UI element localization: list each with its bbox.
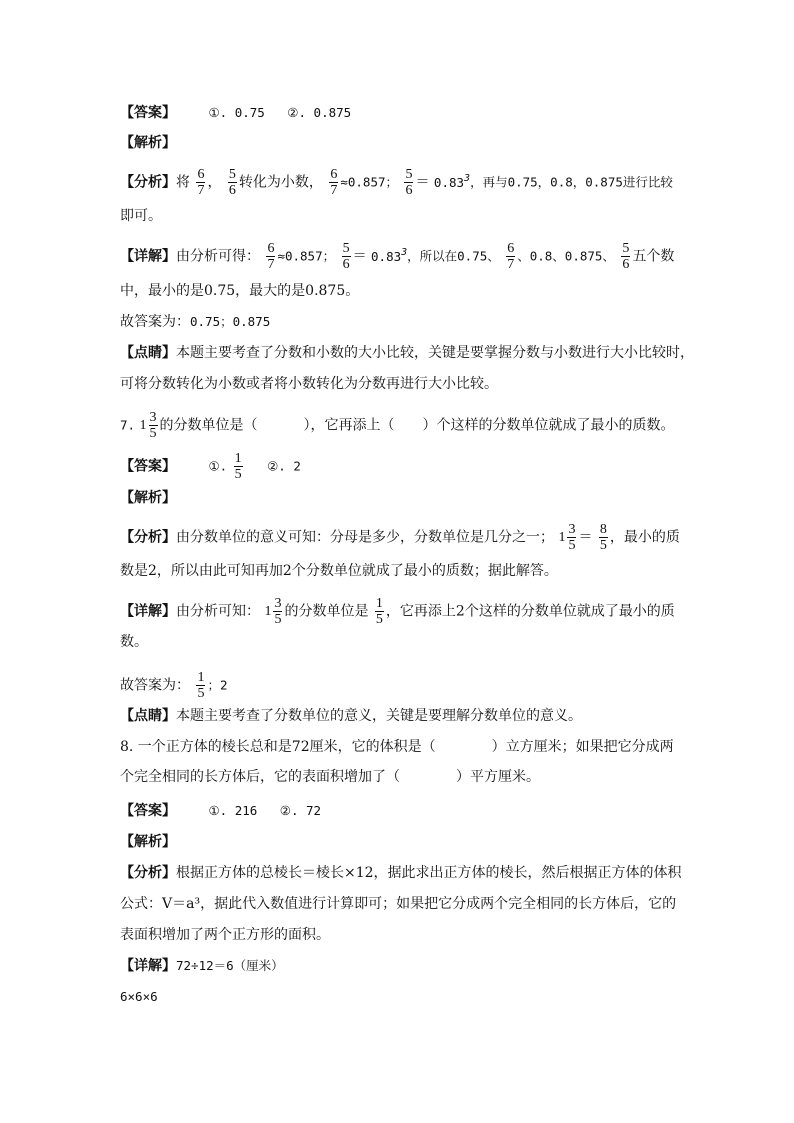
final-answer-label: 故答案为：	[120, 677, 190, 694]
q8-fenxi-line-1	[120, 863, 682, 883]
q7-fenxi-line-1	[120, 522, 680, 553]
q6-dianjing-line-1	[120, 343, 694, 363]
text: 五个数	[632, 248, 675, 265]
q6-final-answer	[120, 312, 270, 332]
dianjing-label: 【点睛】	[120, 345, 176, 361]
text: ，	[207, 174, 222, 191]
q7-xiangjie-line-2: 数。	[120, 634, 148, 650]
q8-stem-line-1	[120, 737, 674, 757]
text: ，最小的质	[609, 529, 680, 546]
q6-fenxi-line-1	[120, 167, 673, 198]
fraction-1-5: $\frac{1}{5}$	[234, 451, 242, 482]
text: 的分数单位是（	[159, 417, 258, 434]
q8-answer-1: ①. 216	[208, 803, 258, 818]
answer-label: 【答案】	[120, 458, 176, 475]
q6-answer-line	[120, 103, 351, 123]
q6-dianjing-line-2: 可将分数转化为小数或者将小数转化为分数再进行大小比较。	[120, 376, 498, 392]
xiangjie-label: 【详解】	[120, 603, 176, 620]
q8-analysis-label: 【解析】	[120, 834, 176, 850]
dianjing-label: 【点睛】	[120, 708, 176, 724]
fraction-5-6: $\frac{5}{6}$	[405, 167, 413, 198]
fraction-8-5: $\frac{8}{5}$	[599, 522, 607, 553]
fenxi-label: 【分析】	[120, 529, 176, 546]
text: 由分析可得：	[176, 248, 260, 265]
final-answer-label: 故答案为：	[120, 314, 190, 330]
text: ＝	[352, 248, 367, 265]
mixed-number-1-3-5: 1 $\frac{3}{5}$	[264, 596, 282, 627]
repeating-decimal: 0.83$^3$	[371, 246, 408, 264]
q8-answer-2: ②. 72	[279, 803, 322, 818]
text: 8. 一个正方体的棱长总和是72厘米，它的体积是（	[120, 739, 436, 755]
fraction-5-6: $\frac{5}{6}$	[228, 167, 236, 198]
text: ＝	[415, 174, 430, 191]
q7-answer-line	[120, 451, 301, 482]
text: 本题主要考查了分数和小数的大小比较，关键是要掌握分数与小数进行大小比较时，	[176, 345, 694, 361]
text: 根据正方体的总棱长＝棱长×12，据此求出正方体的棱长，然后根据正方体的体积	[176, 865, 682, 881]
q8-xiangjie-line-1	[120, 956, 284, 976]
q7-xiangjie-line-1	[120, 596, 675, 627]
text: 个完全相同的长方体后，它的表面积增加了（	[120, 769, 400, 785]
text: 由分析可知：	[176, 603, 260, 620]
q7-analysis-label: 【解析】	[120, 490, 176, 506]
text: ）个这样的分数单位就成了最小的质数。	[422, 417, 675, 434]
question-number: 7.	[120, 417, 136, 433]
fraction-6-7: $\frac{6}{7}$	[330, 167, 338, 198]
text: 72÷12＝6（厘米）	[176, 958, 284, 973]
final-answer-value: ；2	[207, 677, 228, 693]
answer-label: 【答案】	[120, 803, 176, 819]
q8-xiangjie-line-2: 6×6×6	[120, 989, 158, 1004]
q8-fenxi-line-3: 表面积增加了两个正方形的面积。	[120, 927, 330, 943]
fenxi-label: 【分析】	[120, 865, 176, 881]
q6-analysis-label: 【解析】	[120, 135, 176, 151]
text: 、0.8、0.875、	[517, 248, 615, 264]
text: 的分数单位是	[284, 603, 369, 620]
q6-xiangjie-line-1	[120, 241, 674, 272]
text: ），它再添上（	[303, 417, 395, 434]
xiangjie-label: 【详解】	[120, 958, 176, 974]
mixed-number-1-3-5: 1 $\frac{3}{5}$	[139, 410, 157, 441]
text: ，再与0.75，0.8，0.875进行比较	[470, 174, 673, 190]
final-answer-value: 0.75；0.875	[190, 314, 271, 329]
q8-fenxi-line-2: 公式：V＝a³，据此代入数值进行计算即可；如果把它分成两个完全相同的长方体后，它的	[120, 896, 677, 912]
q7-dianjing	[120, 706, 582, 726]
fraction-6-7: $\frac{6}{7}$	[197, 167, 205, 198]
text: 本题主要考查了分数单位的意义，关键是要理解分数单位的意义。	[176, 708, 582, 724]
q6-xiangjie-line-2: 中，最小的是0.75，最大的是0.875。	[120, 283, 360, 299]
text: 由分数单位的意义可知：分母是多少，分数单位是几分之一；	[176, 529, 554, 546]
fraction-6-7: $\frac{6}{7}$	[507, 241, 515, 272]
text: ）立方厘米；如果把它分成两	[491, 739, 674, 755]
q6-answer-2: ②. 0.875	[287, 105, 352, 120]
q8-answer-line	[120, 801, 321, 821]
fraction-5-6: $\frac{5}{6}$	[622, 241, 630, 272]
q6-fenxi-line-2: 即可。	[120, 208, 162, 224]
answer-label: 【答案】	[120, 105, 176, 121]
text: ≈0.857；	[340, 174, 399, 190]
text: ≈0.857；	[277, 248, 336, 264]
fenxi-label: 【分析】	[120, 174, 176, 191]
q8-stem-line-2	[120, 767, 540, 787]
fraction-5-6: $\frac{5}{6}$	[342, 241, 350, 272]
text: 转化为小数，	[238, 174, 323, 191]
q7-fenxi-line-2: 数是2，所以由此可知再加2个分数单位就成了最小的质数；据此解答。	[120, 563, 558, 579]
text: 将	[176, 174, 190, 191]
repeating-decimal: 0.83$^3$	[433, 172, 471, 190]
q7-answer-2: ②. 2	[267, 458, 301, 474]
text: ，它再添上2个这样的分数单位就成了最小的质	[385, 603, 675, 620]
q6-answer-1: ①. 0.75	[208, 105, 265, 120]
text: ）平方厘米。	[456, 769, 540, 785]
xiangjie-label: 【详解】	[120, 248, 176, 265]
mixed-number-1-3-5: 1 $\frac{3}{5}$	[558, 522, 576, 553]
q7-answer-1: ①.	[208, 458, 228, 474]
q7-final-answer	[120, 670, 227, 701]
text: ＝	[578, 529, 593, 546]
fraction-1-5: $\frac{1}{5}$	[197, 670, 205, 701]
q7-stem	[120, 410, 675, 441]
text: ，所以在0.75、	[407, 248, 500, 264]
fraction-6-7: $\frac{6}{7}$	[267, 241, 275, 272]
fraction-1-5: $\frac{1}{5}$	[375, 596, 383, 627]
